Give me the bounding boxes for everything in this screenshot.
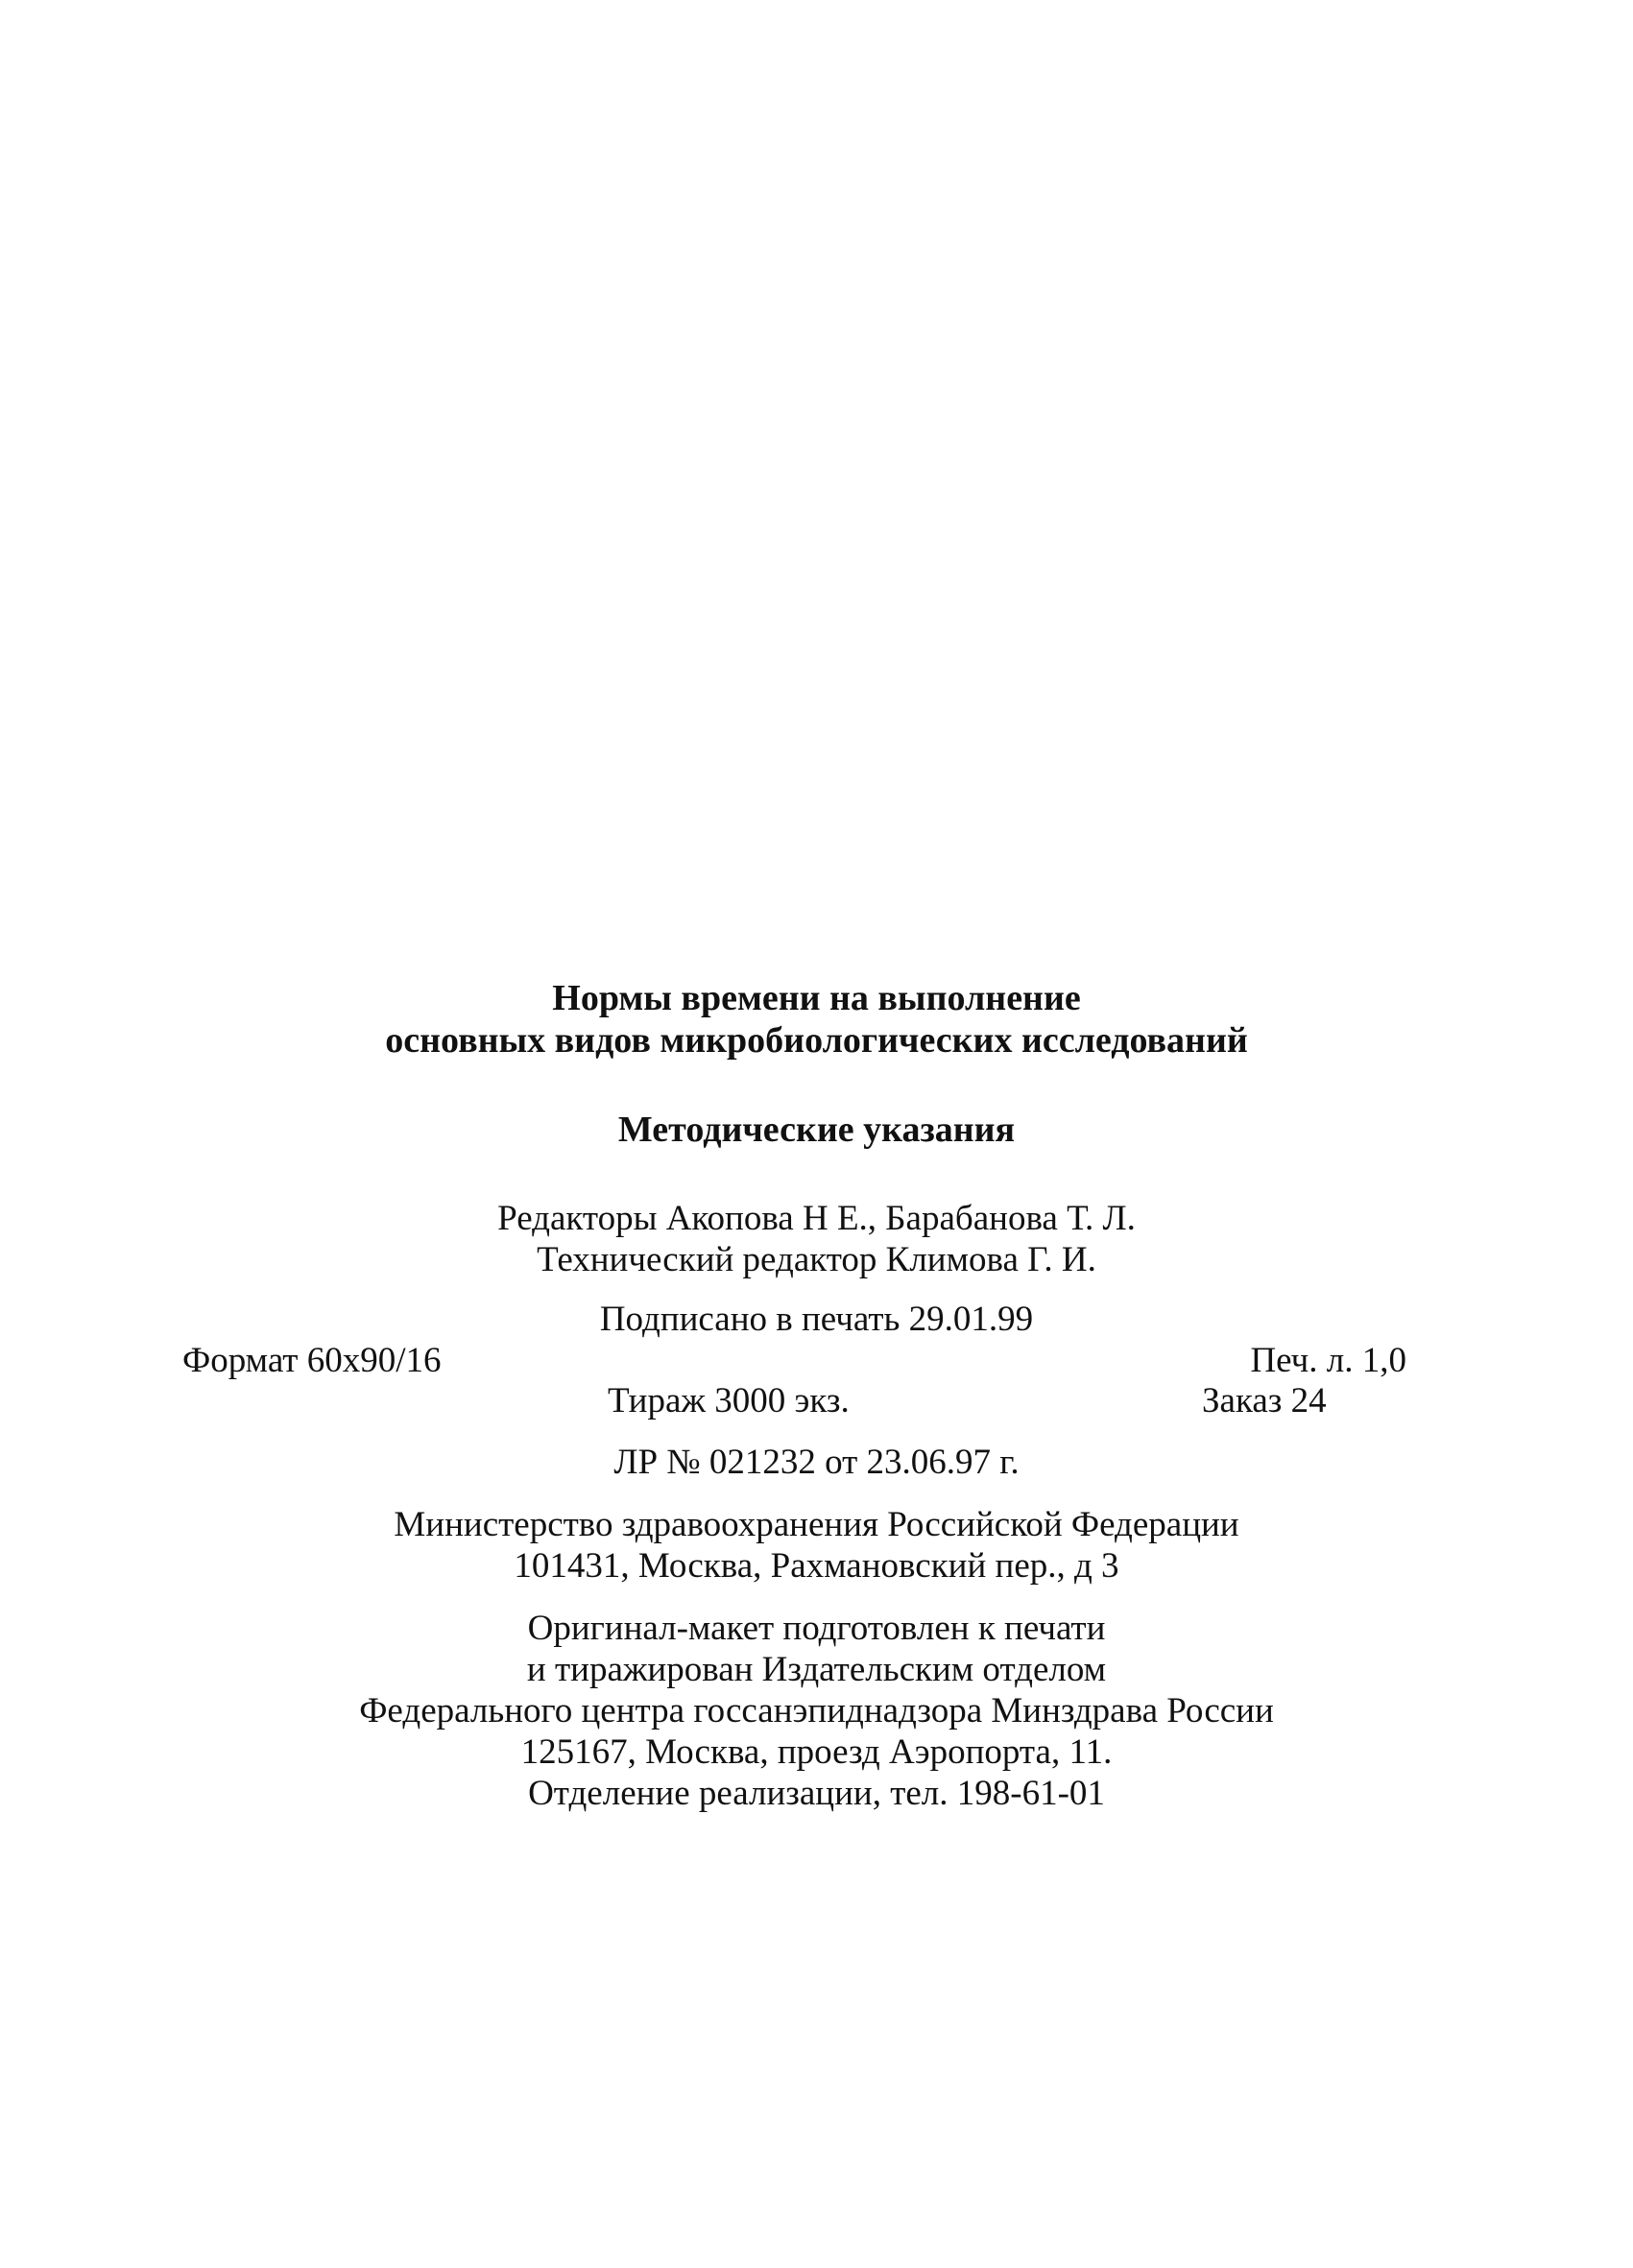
publisher-line-1: Оригинал-макет подготовлен к печати <box>527 1609 1106 1648</box>
title-line-1: Нормы времени на выполнение <box>552 978 1081 1018</box>
publisher-line-3: Федерального центра госсанэпиднадзора Минздрава России <box>359 1691 1274 1731</box>
editors-line: Редакторы Акопова Н Е., Барабанова Т. Л. <box>497 1199 1136 1238</box>
signed-for-print: Подписано в печать 29.01.99 <box>599 1300 1034 1339</box>
technical-editor-line: Технический редактор Климова Г. И. <box>537 1240 1096 1279</box>
sales-department-phone: Отделение реализации, тел. 198-61-01 <box>528 1774 1105 1813</box>
title-line-2: основных видов микробиологических исследований <box>385 1020 1248 1061</box>
publisher-address: 125167, Москва, проезд Аэропорта, 11. <box>520 1732 1113 1772</box>
circulation-info: Тираж 3000 экз. <box>608 1381 850 1420</box>
ministry-name: Министерство здравоохранения Российской Федерации <box>394 1505 1239 1544</box>
license-number: ЛР № 021232 от 23.06.97 г. <box>613 1443 1020 1482</box>
format-info: Формат 60x90/16 <box>182 1341 442 1380</box>
document-subtitle: Методические указания <box>617 1110 1016 1150</box>
printed-sheets: Печ. л. 1,0 <box>1250 1341 1406 1380</box>
ministry-address: 101431, Москва, Рахмановский пер., д 3 <box>514 1546 1119 1586</box>
publisher-line-2: и тиражирован Издательским отделом <box>526 1650 1107 1689</box>
order-number: Заказ 24 <box>1202 1381 1327 1420</box>
